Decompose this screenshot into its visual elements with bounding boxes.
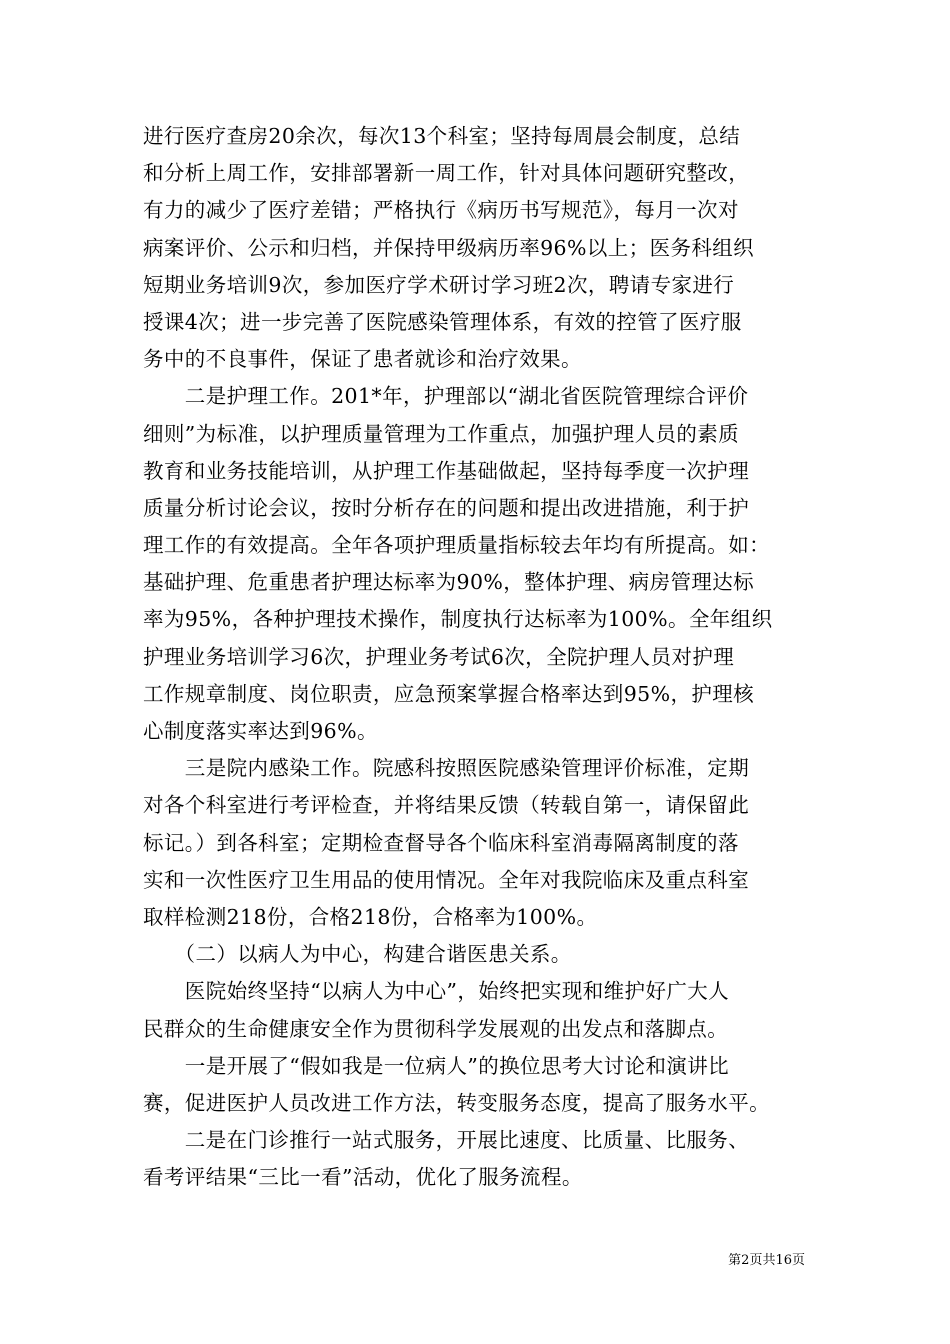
text-line: 标记。）到各科室；定期检查督导各个临床科室消毒隔离制度的落: [143, 830, 739, 855]
text-line: 病案评价、公示和归档，并保持甲级病历率96%以上；医务科组织: [143, 235, 755, 260]
text-line: 细则”为标准，以护理质量管理为工作重点，加强护理人员的素质: [143, 421, 740, 446]
text-line: 对各个科室进行考评检查，并将结果反馈（转载自第一，请保留此: [143, 793, 750, 818]
text-line: 二是在门诊推行一站式服务，开展比速度、比质量、比服务、: [143, 1128, 750, 1153]
text-line: 二是护理工作。201*年，护理部以“湖北省医院管理综合评价: [143, 384, 749, 409]
body-text: [143, 118, 807, 1196]
text-line: 民群众的生命健康安全作为贯彻科学发展观的出发点和落脚点。: [143, 1016, 729, 1041]
text-line: 授课4次；进一步完善了医院感染管理体系，有效的控管了医疗服: [143, 309, 742, 334]
section-heading: （二）以病人为中心，构建合谐医患关系。: [143, 942, 572, 967]
text-line: 看考评结果“三比一看”活动，优化了服务流程。: [143, 1165, 583, 1190]
text-line: 一是开展了“假如我是一位病人”的换位思考大讨论和演讲比: [143, 1053, 730, 1078]
text-line: 三是院内感染工作。院感科按照医院感染管理评价标准，定期: [143, 756, 750, 781]
text-line: 医院始终坚持“以病人为中心”，始终把实现和维护好广大人: [143, 979, 730, 1004]
text-line: 和分析上周工作，安排部署新一周工作，针对具体问题研究整改，: [143, 161, 750, 186]
text-line: 短期业务培训9次，参加医疗学术研讨学习班2次，聘请专家进行: [143, 272, 735, 297]
text-line: 理工作的有效提高。全年各项护理质量指标较去年均有所提高。如：: [143, 533, 770, 558]
text-line: 实和一次性医疗卫生用品的使用情况。全年对我院临床及重点科室: [143, 867, 750, 892]
text-line: 教育和业务技能培训，从护理工作基础做起，坚持每季度一次护理: [143, 458, 750, 483]
text-line: 务中的不良事件，保证了患者就诊和治疗效果。: [143, 347, 582, 372]
text-line: 率为95%，各种护理技术操作，制度执行达标率为100%。全年组织: [143, 607, 773, 632]
page-number: 第2页共16页: [728, 1253, 805, 1268]
text-line: 取样检测218份，合格218份，合格率为100%。: [143, 904, 598, 929]
text-line: 基础护理、危重患者护理达标率为90%，整体护理、病房管理达标: [143, 570, 755, 595]
text-line: 有力的减少了医疗差错；严格执行《病历书写规范》，每月一次对: [143, 198, 739, 223]
text-line: 赛，促进医护人员改进工作方法，转变服务态度，提高了服务水平。: [143, 1090, 770, 1115]
text-line: 护理业务培训学习6次，护理业务考试6次，全院护理人员对护理: [143, 644, 735, 669]
text-line: 进行医疗查房20余次，每次13个科室；坚持每周晨会制度，总结: [143, 124, 741, 148]
text-line: 质量分析讨论会议，按时分析存在的问题和提出改进措施，利于护: [143, 495, 750, 520]
text-line: 心制度落实率达到96%。: [143, 719, 378, 743]
text-line: 工作规章制度、岗位职责，应急预案掌握合格率达到95%，护理核: [143, 681, 755, 706]
